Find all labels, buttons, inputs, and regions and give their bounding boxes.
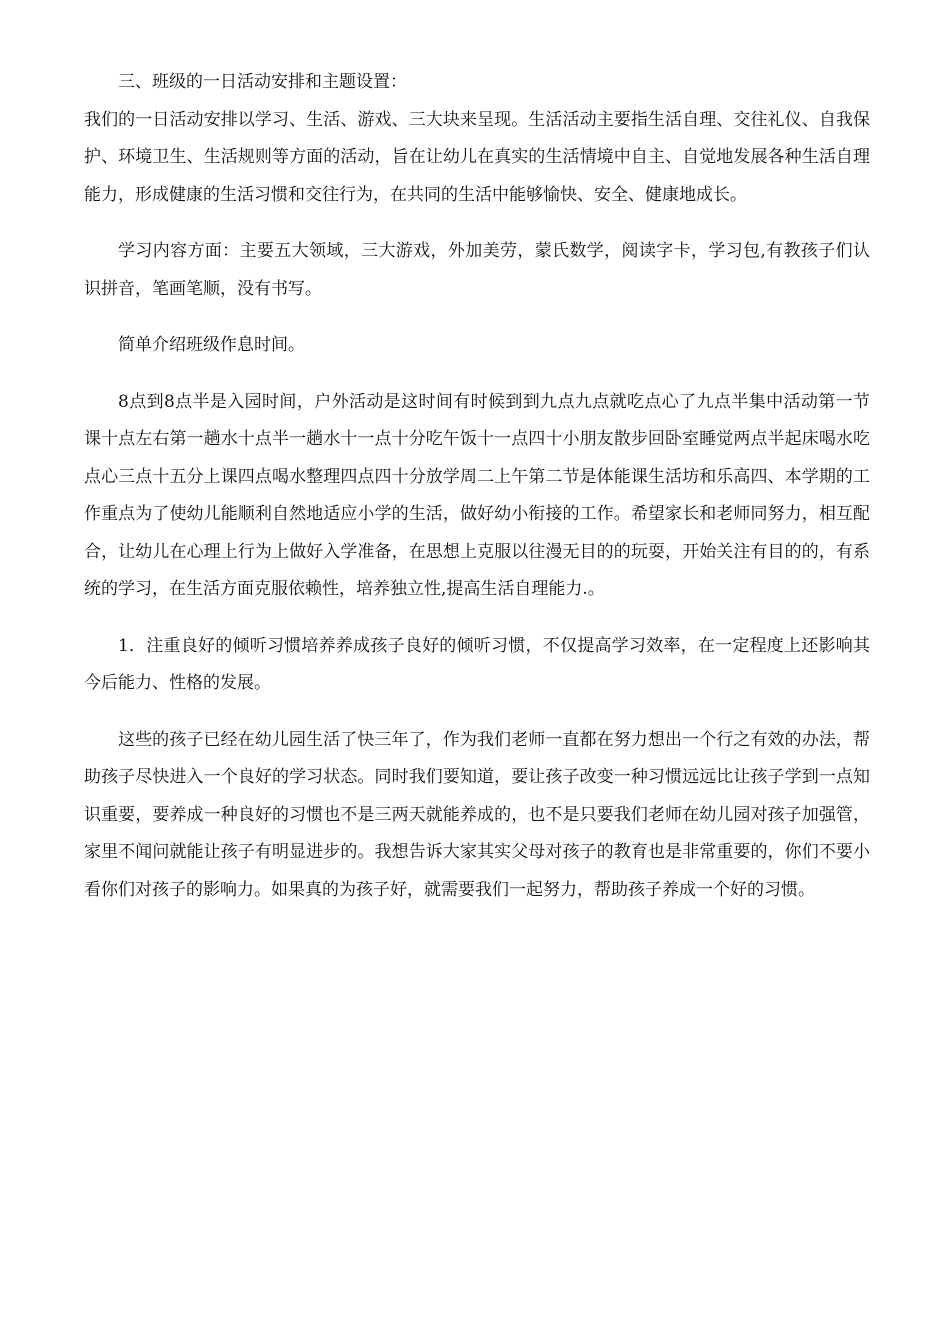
paragraph-schedule-detail: 8点到8点半是入园时间，户外活动是这时间有时候到到九点九点就吃点心了九点半集中活动第一节课十点左右第一趟水十点半一趟水十一点十分吃午饭十一点四十小朋友散步回卧室睡觉两点半起床喝水吃点心三点十五分上课四点喝水整理四点四十分放学周二上午第二节是体能课生活坊和乐高四、本学期的工作重点为了使幼儿能顺利自然地适应小学的生活，做好幼小衔接的工作。希望家长和老师同努力，相互配合，让幼儿在心理上行为上做好入学准备，在思想上克服以往漫无目的的玩耍，开始关注有目的的，有系统的学习，在生活方面克服依赖性，培养独立性,提高生活自理能力.。 [84, 391, 870, 599]
paragraph-habit-formation: 这些的孩子已经在幼儿园生活了快三年了，作为我们老师一直都在努力想出一个行之有效的办法，帮助孩子尽快进入一个良好的学习状态。同时我们要知道，要让孩子改变一种习惯远远比让孩子学到一点知识重要，要养成一种良好的习惯也不是三两天就能养成的，也不是只要我们老师在幼儿园对孩子加强管，家里不闻问就能让孩子有明显进步的。我想告诉大家其实父母对孩子的教育也是非常重要的，你们不要小看你们对孩子的影响力。如果真的为孩子好，就需要我们一起努力，帮助孩子养成一个好的习惯。 [84, 729, 870, 900]
paragraph-listening-habits: 1．注重良好的倾听习惯培养养成孩子良好的倾听习惯，不仅提高学习效率，在一定程度上还影响其今后能力、性格的发展。 [84, 635, 870, 693]
paragraph-daily-activities: 我们的一日活动安排以学习、生活、游戏、三大块来呈现。生活活动主要指生活自理、交往礼仪、自我保护、环境卫生、生活规则等方面的活动，旨在让幼儿在真实的生活情境中自主、自觉地发展各种生活自理能力，形成健康的生活习惯和交往行为，在共同的生活中能够愉快、安全、健康地成长。 [84, 109, 870, 205]
document-body [84, 64, 870, 909]
paragraph-schedule-intro: 简单介绍班级作息时间。 [118, 335, 305, 355]
section-heading: 三、班级的一日活动安排和主题设置： [118, 72, 407, 92]
paragraph-learning-content: 学习内容方面：主要五大领域，三大游戏，外加美劳，蒙氏数学，阅读字卡，学习包,有教孩子们认识拼音，笔画笔顺，没有书写。 [84, 241, 870, 299]
